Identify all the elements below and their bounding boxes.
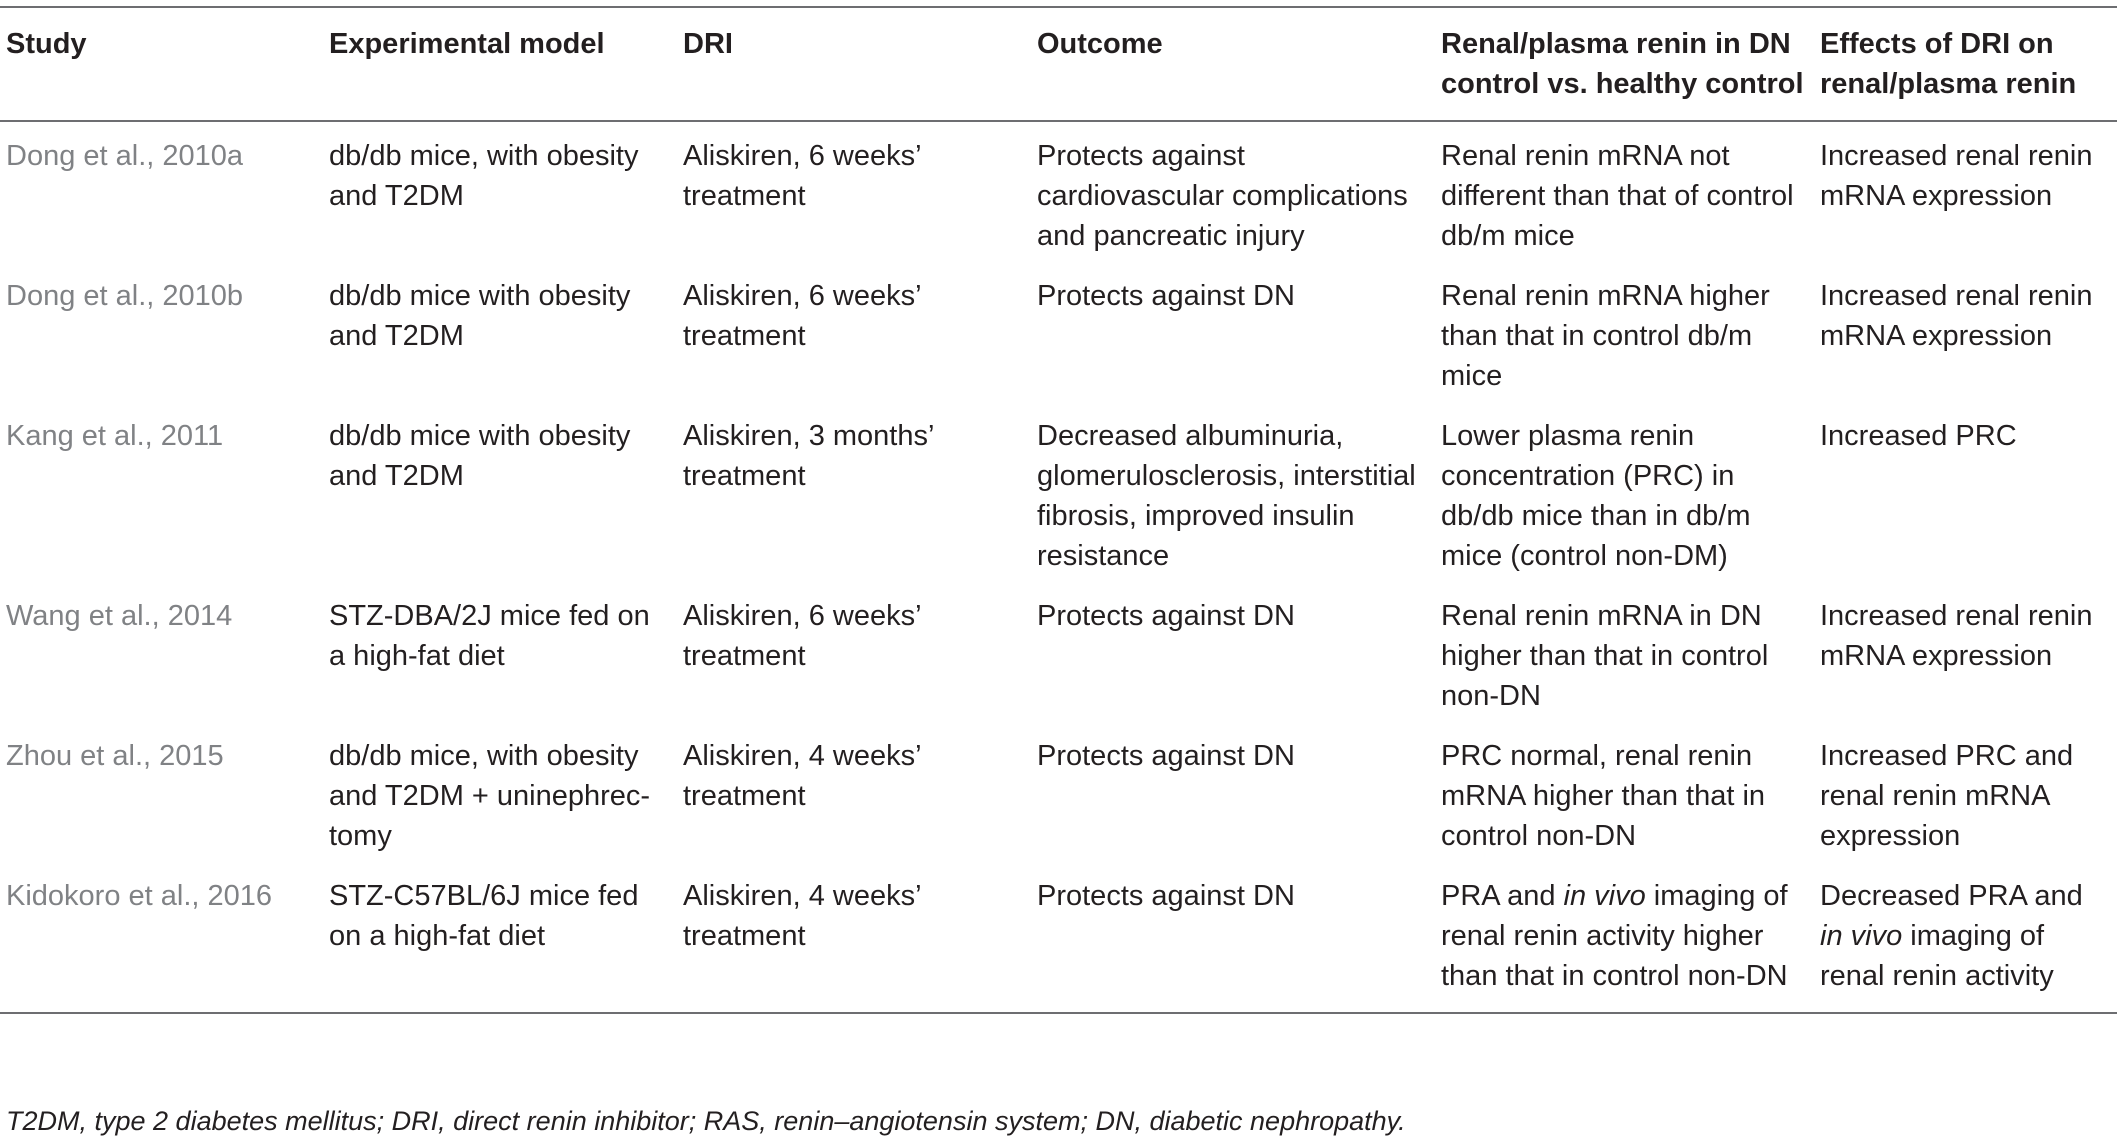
table-row bbox=[0, 262, 2117, 402]
cell-effects: Increased renal renin mRNA expression bbox=[1820, 280, 2093, 352]
table-header bbox=[0, 7, 2117, 121]
cell-dri: Aliskiren, 6 weeks’ treatment bbox=[683, 140, 921, 212]
cell-study[interactable]: Dong et al., 2010b bbox=[6, 280, 244, 312]
header-renin-control: Renal/plasma renin in DN control vs. healthy control bbox=[1441, 28, 1804, 100]
cell-model: db/db mice, with obesity and T2DM bbox=[329, 140, 639, 212]
cell-renin-control bbox=[1435, 862, 1814, 1013]
cell-effects bbox=[1814, 862, 2117, 1013]
study-table bbox=[0, 6, 2117, 1014]
cell-outcome: Protects against DN bbox=[1037, 880, 1295, 912]
header-model: Experimental model bbox=[329, 28, 605, 60]
cell-renin-control: PRC normal, renal renin mRNA higher than that in control non-DN bbox=[1441, 740, 1766, 852]
cell-outcome: Decreased albuminuria, glomerulosclerosis, interstitial fibrosis, improved insulin resistance bbox=[1037, 420, 1416, 572]
header-effects: Effects of DRI on renal/plasma renin bbox=[1820, 28, 2077, 100]
cell-model: db/db mice, with obesity and T2DM + uninephrec-tomy bbox=[329, 740, 651, 852]
text-segment: PRA and bbox=[1441, 880, 1564, 912]
cell-renin-control: Renal renin mRNA higher than that in control db/m mice bbox=[1441, 280, 1770, 392]
cell-model: db/db mice with obesity and T2DM bbox=[329, 420, 631, 492]
cell-outcome: Protects against DN bbox=[1037, 600, 1295, 632]
table-row bbox=[0, 862, 2117, 1013]
cell-dri: Aliskiren, 6 weeks’ treatment bbox=[683, 280, 921, 352]
cell-effects: Increased renal renin mRNA expression bbox=[1820, 140, 2093, 212]
table-row bbox=[0, 582, 2117, 722]
header-outcome: Outcome bbox=[1037, 28, 1163, 60]
header-dri: DRI bbox=[683, 28, 733, 60]
cell-renin-control: Renal renin mRNA not different than that of control db/m mice bbox=[1441, 140, 1794, 252]
cell-renin-control: Renal renin mRNA in DN higher than that in control non-DN bbox=[1441, 600, 1769, 712]
cell-study[interactable]: Dong et al., 2010a bbox=[6, 140, 244, 172]
cell-effects: Increased PRC bbox=[1820, 420, 2017, 452]
table-row bbox=[0, 121, 2117, 262]
header-row bbox=[0, 7, 2117, 121]
cell-effects: Increased renal renin mRNA expression bbox=[1820, 600, 2093, 672]
cell-model: STZ-DBA/2J mice fed on a high-fat diet bbox=[329, 600, 650, 672]
cell-outcome: Protects against DN bbox=[1037, 740, 1295, 772]
cell-effects: Increased PRC and renal renin mRNA expression bbox=[1820, 740, 2074, 852]
cell-dri: Aliskiren, 6 weeks’ treatment bbox=[683, 600, 921, 672]
cell-model: db/db mice with obesity and T2DM bbox=[329, 280, 631, 352]
header-study: Study bbox=[6, 28, 87, 60]
table-row bbox=[0, 402, 2117, 582]
cell-study[interactable]: Wang et al., 2014 bbox=[6, 600, 233, 632]
italic-term: in vivo bbox=[1820, 920, 1903, 952]
cell-dri: Aliskiren, 4 weeks’ treatment bbox=[683, 740, 921, 812]
text-segment: imaging of renal renin activity bbox=[1820, 920, 2054, 992]
cell-study[interactable]: Zhou et al., 2015 bbox=[6, 740, 224, 772]
italic-term: in vivo bbox=[1563, 880, 1646, 912]
cell-renin-control: Lower plasma renin concentration (PRC) in db/db mice than in db/m mice (control non-DM) bbox=[1441, 420, 1751, 572]
cell-dri: Aliskiren, 3 months’ treatment bbox=[683, 420, 934, 492]
table-body bbox=[0, 121, 2117, 1013]
cell-model: STZ-C57BL/6J mice fed on a high-fat diet bbox=[329, 880, 639, 952]
cell-study[interactable]: Kidokoro et al., 2016 bbox=[6, 880, 273, 912]
cell-outcome: Protects against DN bbox=[1037, 280, 1295, 312]
table-footnote: T2DM, type 2 diabetes mellitus; DRI, direct renin inhibitor; RAS, renin–angiotensin system; DN, diabetic nephropathy. bbox=[6, 1106, 1406, 1136]
cell-outcome: Protects against cardiovascular complications and pancreatic injury bbox=[1037, 140, 1408, 252]
table-row bbox=[0, 722, 2117, 862]
cell-study[interactable]: Kang et al., 2011 bbox=[6, 420, 224, 452]
text-segment: imaging of renal renin activity higher than that in control non-DN bbox=[1441, 880, 1788, 992]
text-segment: Decreased PRA and bbox=[1820, 880, 2083, 912]
cell-dri: Aliskiren, 4 weeks’ treatment bbox=[683, 880, 921, 952]
